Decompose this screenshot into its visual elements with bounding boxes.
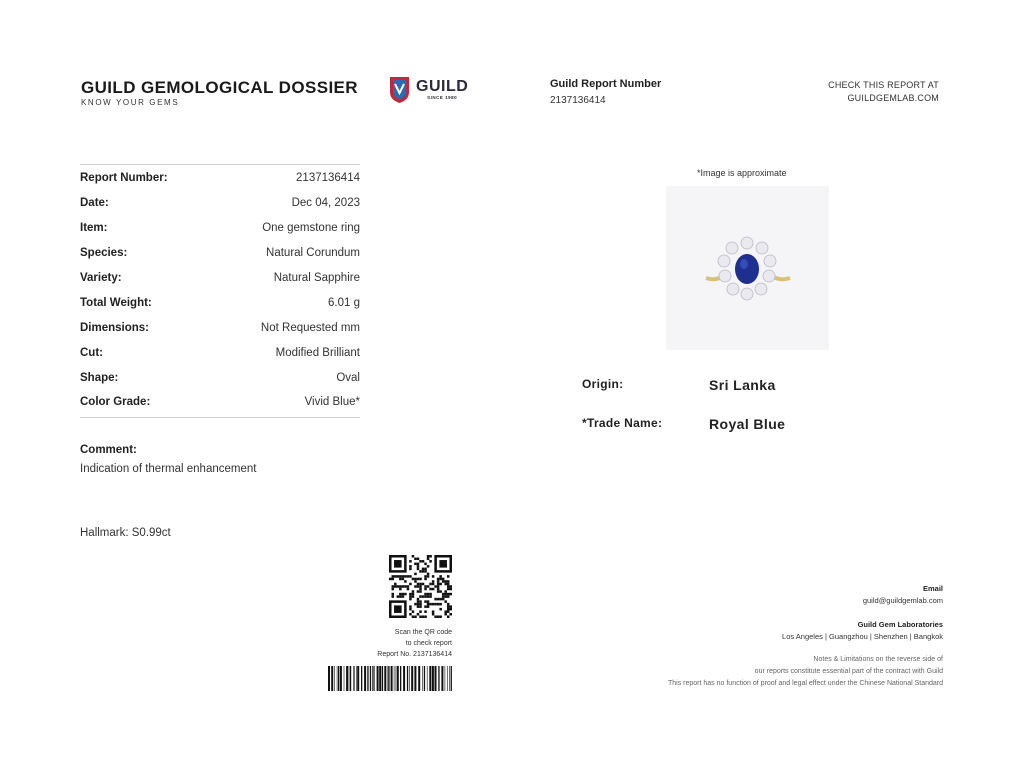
hallmark: Hallmark: S0.99ct xyxy=(80,527,171,539)
lab-name: Guild Gem Laboratories xyxy=(857,620,943,629)
notes-limitations xyxy=(668,654,943,690)
ring-photo xyxy=(666,186,829,350)
guild-shield-icon xyxy=(389,76,410,104)
divider-top xyxy=(80,164,360,165)
check-report-link[interactable]: GUILDGEMLAB.COM xyxy=(847,93,939,103)
report-number-label: Guild Report Number xyxy=(550,78,662,90)
detail-label: Dimensions: xyxy=(80,321,150,334)
detail-value: Natural Sapphire xyxy=(273,272,360,284)
lab-locations: Los Angeles | Guangzhou | Shenzhen | Bangkok xyxy=(782,632,943,641)
detail-value: One gemstone ring xyxy=(262,222,360,235)
image-note: *Image is approximate xyxy=(697,168,787,178)
logo-since: SINCE 1980 xyxy=(427,95,458,101)
detail-value: Not Requested mm xyxy=(260,321,360,334)
detail-row xyxy=(80,315,360,340)
detail-value: Vivid Blue* xyxy=(304,396,360,409)
note-line3: This report has no function of proof and legal effect under the Chinese National Standard xyxy=(668,680,943,687)
email-label: Email xyxy=(922,584,943,593)
detail-value: Oval xyxy=(336,371,360,384)
qr-code[interactable] xyxy=(389,555,452,618)
report-number-value: 2137136414 xyxy=(550,95,606,106)
qr-caption-line2: to check report xyxy=(405,640,452,647)
qr-caption xyxy=(362,627,452,660)
comment-text: Indication of thermal enhancement xyxy=(80,463,257,475)
detail-row xyxy=(80,191,360,216)
detail-row xyxy=(80,241,360,266)
detail-row xyxy=(80,390,360,415)
detail-value: Dec 04, 2023 xyxy=(291,197,360,210)
detail-value: 2137136414 xyxy=(296,172,360,185)
check-report-line1: CHECK THIS REPORT AT xyxy=(828,80,939,90)
qr-caption-line1: Scan the QR code xyxy=(394,629,452,636)
detail-label: Variety: xyxy=(80,272,122,284)
barcode xyxy=(328,666,453,691)
origin-value: Sri Lanka xyxy=(709,377,776,393)
detail-value: Natural Corundum xyxy=(266,247,360,260)
logo-name: GUILD xyxy=(416,78,469,96)
detail-row xyxy=(80,166,360,191)
ring-image xyxy=(666,186,829,350)
detail-row xyxy=(80,340,360,365)
detail-value: 6.01 g xyxy=(328,296,360,309)
divider-bottom xyxy=(80,417,360,418)
origin-label: Origin: xyxy=(582,377,624,391)
note-line1: Notes & Limitations on the reverse side of xyxy=(813,656,943,663)
check-report xyxy=(828,79,939,105)
detail-label: Shape: xyxy=(80,371,119,384)
trade-name-label: *Trade Name: xyxy=(582,416,663,430)
tagline: KNOW YOUR GEMS xyxy=(81,98,180,107)
email-link[interactable]: guild@guildgemlab.com xyxy=(862,596,943,605)
details-table xyxy=(80,166,360,415)
qr-caption-line3: Report No. 2137136414 xyxy=(377,651,452,658)
note-line2: our reports constitute essential part of the contract with Guild xyxy=(754,668,943,675)
document-title: GUILD GEMOLOGICAL DOSSIER xyxy=(81,78,358,97)
detail-label: Report Number: xyxy=(80,172,168,185)
guild-logo xyxy=(389,76,468,104)
detail-row xyxy=(80,266,360,291)
trade-name-value: Royal Blue xyxy=(709,416,786,432)
detail-label: Total Weight: xyxy=(80,296,152,309)
detail-label: Cut: xyxy=(80,346,103,359)
detail-value: Modified Brilliant xyxy=(275,346,360,359)
comment-label: Comment: xyxy=(80,444,137,456)
detail-label: Species: xyxy=(80,247,128,260)
detail-label: Date: xyxy=(80,197,109,210)
detail-label: Item: xyxy=(80,222,108,235)
detail-row xyxy=(80,216,360,241)
detail-row xyxy=(80,365,360,390)
detail-row xyxy=(80,290,360,315)
detail-label: Color Grade: xyxy=(80,396,151,409)
